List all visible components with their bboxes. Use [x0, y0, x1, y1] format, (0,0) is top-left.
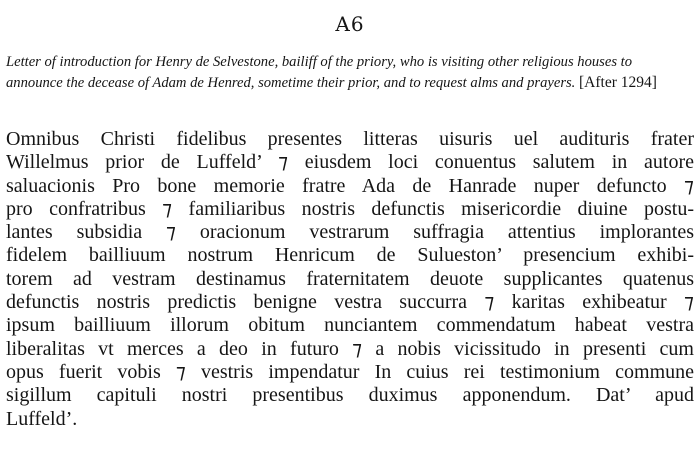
text-line: defunctis nostris predictis benigne vestra succurra ⁊ karitas exhibeatur ⁊: [6, 291, 694, 314]
text-line: liberalitas vt merces a deo in futuro ⁊ a nobis vicissitudo in presenti cum: [6, 337, 694, 360]
text-line: fidelem bailliuum nostrum Henricum de Sulueston’ presencium exhibi-: [6, 244, 694, 267]
text-line: Omnibus Christi fidelibus presentes litteras uisuris uel audituris frater: [6, 128, 694, 150]
text-line: sigillum capituli nostri presentibus duximus apponendum. Dat’ apud: [6, 384, 694, 407]
document-rubric: [6, 52, 692, 93]
latin-charter-text: [6, 128, 694, 431]
text-line: torem ad vestram destinamus fraternitatem deuote supplicantes quatenus: [6, 267, 694, 290]
text-line: saluacionis Pro bone memorie fratre Ada de Hanrade nuper defuncto ⁊: [6, 174, 694, 197]
rubric-summary: Letter of introduction for Henry de Selvestone, bailiff of the priory, who is visiting other religious houses to announce the decease of Adam de Henred, sometime their prior, and to request alms and prayers.: [6, 54, 632, 91]
rubric-date: [After 1294]: [579, 73, 657, 91]
document-number: A6: [335, 12, 365, 36]
text-line: lantes subsidia ⁊ oracionum vestrarum suffragia attentius implorantes: [6, 221, 694, 244]
text-line: ipsum bailliuum illorum obitum nunciantem commendatum habeat vestra: [6, 314, 694, 337]
text-line: Willelmus prior de Luffeld’ ⁊ eiusdem loci conuentus salutem in autore: [6, 151, 694, 174]
text-line: opus fuerit vobis ⁊ vestris impendatur In cuius rei testimonium commune: [6, 360, 694, 383]
text-line: pro confratribus ⁊ familiaribus nostris defunctis misericordie diuine postu-: [6, 197, 694, 220]
text-line: Luffeld’.: [6, 407, 78, 430]
